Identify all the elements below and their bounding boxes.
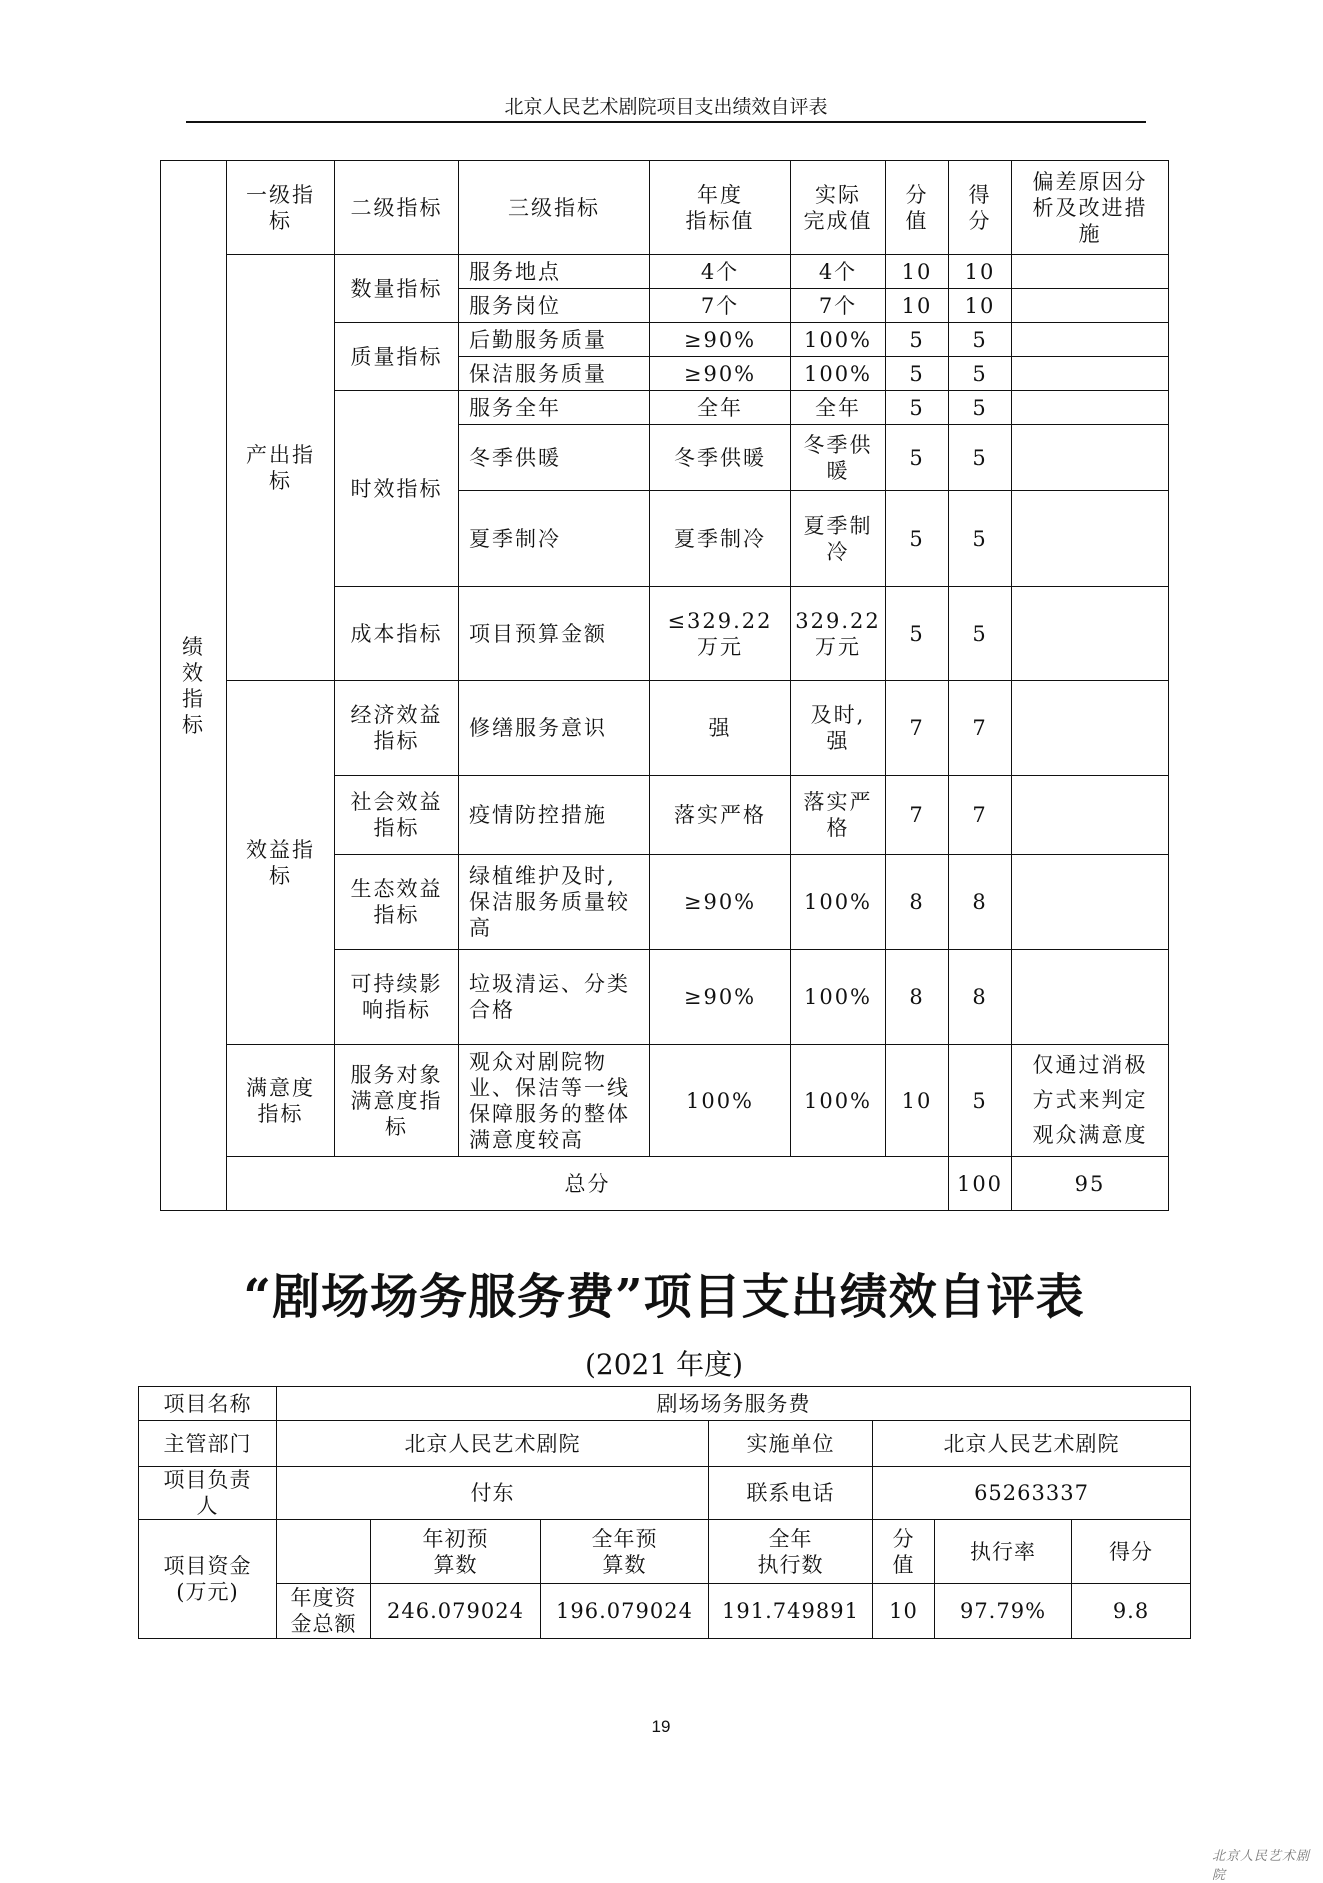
executed-value: 191.749891 <box>709 1584 873 1639</box>
row-actual: 夏季制 冷 <box>791 491 886 587</box>
group-sustainable: 可持续影 响指标 <box>335 950 459 1045</box>
annual-total-label: 年度资 金总额 <box>277 1584 371 1639</box>
impl-value: 北京人民艺术剧院 <box>873 1421 1191 1467</box>
row-target: ≥90% <box>650 950 791 1045</box>
row-actual: 100% <box>791 323 886 357</box>
row-note <box>1012 425 1169 491</box>
dept-row <box>139 1421 1191 1467</box>
perf-indicator-label: 绩 效 指 标 <box>161 161 227 1211</box>
group-quantity: 数量指标 <box>335 255 459 323</box>
total-row <box>161 1157 1169 1211</box>
row-actual: 及时, 强 <box>791 681 886 776</box>
row-name: 后勤服务质量 <box>459 323 650 357</box>
row-points: 5 <box>886 391 949 425</box>
col-executed: 全年 执行数 <box>709 1520 873 1584</box>
row-score: 5 <box>949 391 1012 425</box>
points-value: 10 <box>873 1584 935 1639</box>
leader-value: 付东 <box>277 1467 709 1520</box>
row-score: 5 <box>949 587 1012 681</box>
total-label: 总分 <box>227 1157 949 1211</box>
row-points: 5 <box>886 587 949 681</box>
funds-label: 项目资金 (万元) <box>139 1520 277 1639</box>
row-target: 全年 <box>650 391 791 425</box>
row-target: ≤329.22 万元 <box>650 587 791 681</box>
row-actual: 冬季供 暖 <box>791 425 886 491</box>
row-points: 5 <box>886 323 949 357</box>
row-score: 7 <box>949 681 1012 776</box>
group-service-satisfaction: 服务对象 满意度指 标 <box>335 1045 459 1157</box>
row-actual: 100% <box>791 950 886 1045</box>
row-target: 强 <box>650 681 791 776</box>
project-info-table <box>138 1386 1191 1639</box>
rate-value: 97.79% <box>935 1584 1072 1639</box>
full-budget-value: 196.079024 <box>541 1584 709 1639</box>
project-name-value: 剧场场务服务费 <box>277 1387 1191 1421</box>
row-name: 修缮服务意识 <box>459 681 650 776</box>
col-initial-budget: 年初预 算数 <box>371 1520 541 1584</box>
row-target: 4个 <box>650 255 791 289</box>
row-points: 5 <box>886 357 949 391</box>
row-name: 观众对剧院物 业、保洁等一线 保障服务的整体 满意度较高 <box>459 1045 650 1157</box>
project-name-label: 项目名称 <box>139 1387 277 1421</box>
row-actual: 全年 <box>791 391 886 425</box>
row-score: 7 <box>949 776 1012 855</box>
row-actual: 100% <box>791 357 886 391</box>
row-score: 5 <box>949 491 1012 587</box>
row-name: 夏季制冷 <box>459 491 650 587</box>
row-points: 5 <box>886 491 949 587</box>
row-points: 8 <box>886 950 949 1045</box>
col-full-budget: 全年预 算数 <box>541 1520 709 1584</box>
performance-table <box>160 160 1169 1211</box>
row-points: 5 <box>886 425 949 491</box>
row-points: 7 <box>886 776 949 855</box>
col-score: 得分 <box>1072 1520 1191 1584</box>
row-score: 8 <box>949 950 1012 1045</box>
row-score: 10 <box>949 289 1012 323</box>
row-target: 7个 <box>650 289 791 323</box>
row-name: 服务全年 <box>459 391 650 425</box>
row-name: 疫情防控措施 <box>459 776 650 855</box>
leader-row <box>139 1467 1191 1520</box>
row-name: 垃圾清运、分类 合格 <box>459 950 650 1045</box>
group-social: 社会效益 指标 <box>335 776 459 855</box>
row-score: 5 <box>949 357 1012 391</box>
row-score: 10 <box>949 255 1012 289</box>
row-actual: 4个 <box>791 255 886 289</box>
row-note <box>1012 391 1169 425</box>
group-cost: 成本指标 <box>335 587 459 681</box>
phone-value: 65263337 <box>873 1467 1191 1520</box>
col-target: 年度 指标值 <box>650 161 791 255</box>
col-actual: 实际 完成值 <box>791 161 886 255</box>
initial-budget-value: 246.079024 <box>371 1584 541 1639</box>
row-target: 夏季制冷 <box>650 491 791 587</box>
col-points: 分 值 <box>886 161 949 255</box>
row-actual: 落实严 格 <box>791 776 886 855</box>
col-deviation: 偏差原因分 析及改进措 施 <box>1012 161 1169 255</box>
row-note <box>1012 950 1169 1045</box>
row-score: 5 <box>949 425 1012 491</box>
row-target: 冬季供暖 <box>650 425 791 491</box>
row-actual: 7个 <box>791 289 886 323</box>
row-target: 落实严格 <box>650 776 791 855</box>
total-score: 95 <box>1012 1157 1169 1211</box>
row-points: 8 <box>886 855 949 950</box>
row-note <box>1012 289 1169 323</box>
col-level1: 一级指 标 <box>227 161 335 255</box>
row-score: 8 <box>949 855 1012 950</box>
group-quality: 质量指标 <box>335 323 459 391</box>
dept-label: 主管部门 <box>139 1421 277 1467</box>
row-actual: 329.22 万元 <box>791 587 886 681</box>
row-target: ≥90% <box>650 357 791 391</box>
funds-header-row <box>139 1520 1191 1584</box>
row-points: 10 <box>886 255 949 289</box>
row-note <box>1012 255 1169 289</box>
output-indicator-label: 产出指 标 <box>227 255 335 681</box>
row-name: 冬季供暖 <box>459 425 650 491</box>
col-level2: 二级指标 <box>335 161 459 255</box>
row-score: 5 <box>949 1045 1012 1157</box>
score-value: 9.8 <box>1072 1584 1191 1639</box>
row-points: 10 <box>886 289 949 323</box>
page-number: 19 <box>651 1717 671 1736</box>
row-actual: 100% <box>791 1045 886 1157</box>
table-row <box>161 681 1169 776</box>
phone-label: 联系电话 <box>709 1467 873 1520</box>
table-row <box>161 255 1169 289</box>
table-row <box>161 1045 1169 1157</box>
row-name: 服务岗位 <box>459 289 650 323</box>
row-score: 5 <box>949 323 1012 357</box>
row-name: 服务地点 <box>459 255 650 289</box>
impl-label: 实施单位 <box>709 1421 873 1467</box>
col-level3: 三级指标 <box>459 161 650 255</box>
row-note <box>1012 681 1169 776</box>
row-target: ≥90% <box>650 323 791 357</box>
row-name: 项目预算金额 <box>459 587 650 681</box>
table-header-row <box>161 161 1169 255</box>
funds-value-row <box>139 1584 1191 1639</box>
group-economic: 经济效益 指标 <box>335 681 459 776</box>
header-divider <box>186 121 1146 123</box>
col-rate: 执行率 <box>935 1520 1072 1584</box>
row-note <box>1012 776 1169 855</box>
watermark: 北京人民艺术剧院 <box>1212 1849 1311 1883</box>
row-points: 10 <box>886 1045 949 1157</box>
row-note: 仅通过消极 方式来判定 观众满意度 <box>1012 1045 1169 1157</box>
leader-label: 项目负责 人 <box>139 1467 277 1520</box>
row-note <box>1012 587 1169 681</box>
dept-value: 北京人民艺术剧院 <box>277 1421 709 1467</box>
page-header: 北京人民艺术剧院项目支出绩效自评表 <box>504 96 828 118</box>
group-timeliness: 时效指标 <box>335 391 459 587</box>
row-note <box>1012 357 1169 391</box>
project-name-row <box>139 1387 1191 1421</box>
section-year: (2021 年度) <box>584 1348 743 1381</box>
col-score: 得 分 <box>949 161 1012 255</box>
benefit-indicator-label: 效益指 标 <box>227 681 335 1045</box>
row-actual: 100% <box>791 855 886 950</box>
row-note <box>1012 323 1169 357</box>
col-points: 分 值 <box>873 1520 935 1584</box>
total-points: 100 <box>949 1157 1012 1211</box>
row-note <box>1012 855 1169 950</box>
row-note <box>1012 491 1169 587</box>
section-title: “剧场场务服务费”项目支出绩效自评表 <box>243 1269 1085 1325</box>
row-target: 100% <box>650 1045 791 1157</box>
funds-blank <box>277 1520 371 1584</box>
group-ecological: 生态效益 指标 <box>335 855 459 950</box>
satisfaction-indicator-label: 满意度 指标 <box>227 1045 335 1157</box>
row-points: 7 <box>886 681 949 776</box>
row-name: 绿植维护及时, 保洁服务质量较 高 <box>459 855 650 950</box>
row-target: ≥90% <box>650 855 791 950</box>
row-name: 保洁服务质量 <box>459 357 650 391</box>
